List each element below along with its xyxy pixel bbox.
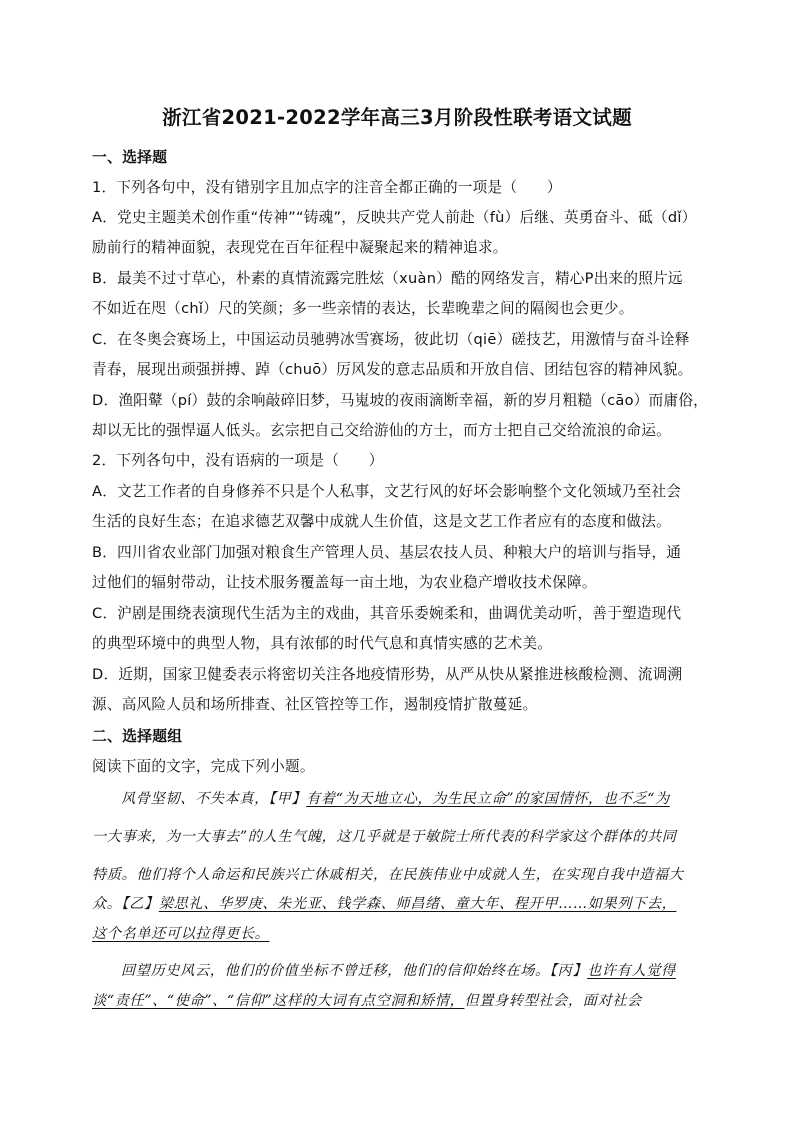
section-heading-choice: 一、选择题 <box>92 149 168 166</box>
q1-option-d-line1: D．渔阳鼙（pí）鼓的余响敲碎旧梦，马嵬坡的夜雨滴断幸福，新的岁月粗糙（cāo）而庸俗， <box>92 392 709 409</box>
q2-option-b-line1: B．四川省农业部门加强对粮食生产管理人员、基层农技人员、种粮大户的培训与指导，通 <box>92 544 682 561</box>
passage-p1-line4-plain: 众。【乙】 <box>92 896 159 912</box>
q1-option-b-line1: B．最美不过寸草心，朴素的真情流露完胜炫（xuàn）酷的网络发言，精心P出来的照片远 <box>92 270 683 287</box>
q1-option-b-line2: 不如近在咫（chǐ）尺的笑颜；多一些亲情的表达，长辈晚辈之间的隔阂也会更少。 <box>92 300 634 317</box>
passage-p1-line2: 一大事来，为一大事去”的人生气魄，这几乎就是于敏院士所代表的科学家这个群体的共同 <box>92 829 677 845</box>
q1-option-c-line1: C．在冬奥会赛场上，中国运动员驰骋冰雪赛场，彼此切（qiē）磋技艺，用激情与奋斗诠释 <box>92 331 690 348</box>
passage-p2-line1-underlined: 也许有人觉得 <box>587 963 676 979</box>
q1-option-a-line2: 励前行的精神面貌，表现党在百年征程中凝聚起来的精神追求。 <box>92 239 508 256</box>
reading-instruction: 阅读下面的文字，完成下列小题。 <box>92 758 315 775</box>
passage-p2-line1-plain: 回望历史风云，他们的价值坐标不曾迁移，他们的信仰始终在场。【丙】 <box>121 963 588 979</box>
q2-option-c-line2: 的典型环境中的典型人物，具有浓郁的时代气息和真情实感的艺术美。 <box>92 635 553 652</box>
q2-option-a-line2: 生活的良好生态；在追求德艺双馨中成就人生价值，这是文艺工作者应有的态度和做法。 <box>92 513 671 530</box>
passage-p1-line4-underlined: 梁思礼、华罗庚、朱光亚、钱学森、师昌绪、童大年、程开甲……如果列下去， <box>158 896 677 912</box>
q2-option-a-line1: A．文艺工作者的自身修养不只是个人私事，文艺行风的好坏会影响整个文化领域乃至社会 <box>92 483 682 500</box>
q1-option-c-line2: 青春，展现出顽强拼搏、踔（chuō）厉风发的意志品质和开放自信、团结包容的精神风貌。 <box>92 361 693 378</box>
passage-p2-line1 <box>121 960 676 980</box>
passage-p1-line1-underlined: 有着“为天地立心，为生民立命”的家国情怀，也不乏“为 <box>306 791 670 807</box>
question-1-stem: 1．下列各句中，没有错别字且加点字的注音全都正确的一项是（ ） <box>92 179 562 196</box>
passage-p1-line1-plain: 风骨坚韧、不失本真，【甲】 <box>121 791 307 807</box>
q1-option-d-line2: 却以无比的强悍逼人低头。玄宗把自己交给游仙的方士，而方士把自己交给流浪的命运。 <box>92 422 671 439</box>
passage-p1-line4 <box>92 893 676 913</box>
page-title: 浙江省2021-2022学年高三3月阶段性联考语文试题 <box>162 106 632 129</box>
q1-option-a-line1: A．党史主题美术创作重“传神”“铸魂”，反映共产党人前赴（fù）后继、英勇奋斗、砥（dǐ） <box>92 209 697 226</box>
passage-p1-line1 <box>121 788 670 808</box>
q2-option-d-line2: 源、高风险人员和场所排查、社区管控等工作，遏制疫情扩散蔓延。 <box>92 696 538 713</box>
q2-option-d-line1: D．近期，国家卫健委表示将密切关注各地疫情形势，从严从快从紧推进核酸检测、流调溯 <box>92 666 683 683</box>
passage-p2-line2-plain: 但置身转型社会，面对社会 <box>464 993 642 1009</box>
q2-option-b-line2: 过他们的辐射带动，让技术服务覆盖每一亩土地，为农业稳产增收技术保障。 <box>92 574 597 591</box>
passage-p2-line2 <box>92 990 642 1010</box>
passage-p2-line2-underlined: 谈“责任”、“使命”、“信仰”这样的大词有点空洞和矫情， <box>92 993 465 1009</box>
question-2-stem: 2．下列各句中，没有语病的一项是（ ） <box>92 452 384 469</box>
passage-p1-line5: 这个名单还可以拉得更长。 <box>92 926 270 942</box>
section-heading-choice-group: 二、选择题组 <box>92 728 183 745</box>
q2-option-c-line1: C．沪剧是围绕表演现代生活为主的戏曲，其音乐委婉柔和，曲调优美动听，善于塑造现代 <box>92 605 682 622</box>
passage-p1-line3: 特质。他们将个人命运和民族兴亡休戚相关，在民族伟业中成就人生，在实现自我中造福大 <box>92 867 684 883</box>
